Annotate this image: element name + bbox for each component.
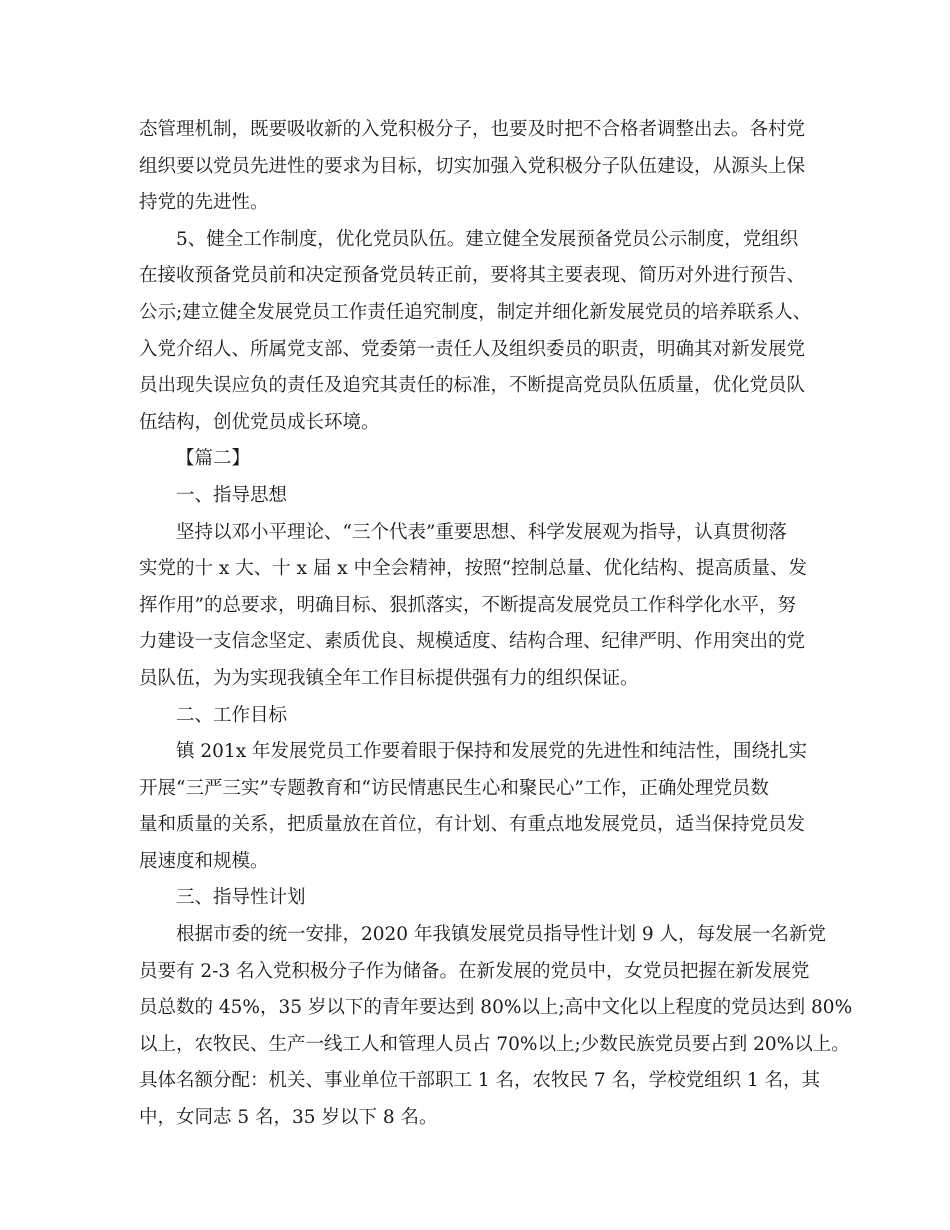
text-line: 态管理机制，既要吸收新的入党积极分子，也要及时把不合格者调整出去。各村党 — [139, 119, 806, 140]
text-line: 公示;建立健全发展党员工作责任追究制度，制定并细化新发展党员的培养联系人、 — [139, 301, 812, 323]
text-line: 员队伍，为为实现我镇全年工作目标提供强有力的组织保证。 — [139, 667, 639, 689]
text-line: 中，女同志 5 名，35 岁以下 8 名。 — [139, 1107, 438, 1129]
text-line: 组织要以党员先进性的要求为目标，切实加强入党积极分子队伍建设，从源头上保 — [139, 155, 806, 177]
subsection-heading: 一、指导思想 — [176, 484, 288, 506]
text-line: 伍结构，创优党员成长环境。 — [139, 411, 380, 433]
document-body — [139, 112, 853, 1137]
text-line: 员总数的 45%，35 岁以下的青年要达到 80%以上;高中文化以上程度的党员达到 80% — [139, 997, 853, 1019]
subsection-heading: 二、工作目标 — [176, 704, 288, 726]
text-line: 在接收预备党员前和决定预备党员转正前，要将其主要表现、简历对外进行预告、 — [139, 265, 806, 287]
subsection-heading: 三、指导性计划 — [176, 887, 306, 909]
section-heading: 【篇二】 — [176, 448, 251, 470]
text-line: 开展“三严三实”专题教育和“访民情惠民生心和聚民心”工作，正确处理党员数 — [139, 777, 769, 799]
text-line: 实党的十 x 大、十 x 届 x 中全会精神，按照“控制总量、优化结构、提高质量、发 — [139, 558, 808, 580]
text-line: 坚持以邓小平理论、“三个代表”重要思想、科学发展观为指导，认真贯彻落 — [176, 521, 787, 543]
text-line: 根据市委的统一安排，2020 年我镇发展党员指导性计划 9 人，每发展一名新党 — [176, 924, 826, 946]
text-line: 员要有 2-3 名入党积极分子作为储备。在新发展的党员中，女党员把握在新发展党 — [139, 960, 810, 982]
text-line: 具体名额分配：机关、事业单位干部职工 1 名，农牧民 7 名，学校党组织 1 名，其 — [139, 1070, 821, 1092]
text-line: 力建设一支信念坚定、素质优良、规模适度、结构合理、纪律严明、作用突出的党 — [139, 631, 806, 653]
text-line: 以上，农牧民、生产一线工人和管理人员占 70%以上;少数民族党员要占到 20%以上。 — [139, 1033, 850, 1055]
text-line: 员出现失误应负的责任及追究其责任的标准，不断提高党员队伍质量，优化党员队 — [139, 375, 806, 397]
text-line: 挥作用”的总要求，明确目标、狠抓落实，不断提高发展党员工作科学化水平，努 — [139, 594, 796, 616]
text-line: 持党的先进性。 — [139, 192, 269, 214]
text-line: 镇 201x 年发展党员工作要着眼于保持和发展党的先进性和纯洁性，围绕扎实 — [176, 741, 808, 763]
text-line: 5、健全工作制度，优化党员队伍。建立健全发展预备党员公示制度，党组织 — [176, 228, 799, 250]
text-line: 入党介绍人、所属党支部、党委第一责任人及组织委员的职责，明确其对新发展党 — [139, 338, 806, 360]
text-line: 展速度和规模。 — [139, 850, 269, 872]
text-line: 量和质量的关系，把质量放在首位，有计划、有重点地发展党员，适当保持党员发 — [139, 814, 806, 836]
